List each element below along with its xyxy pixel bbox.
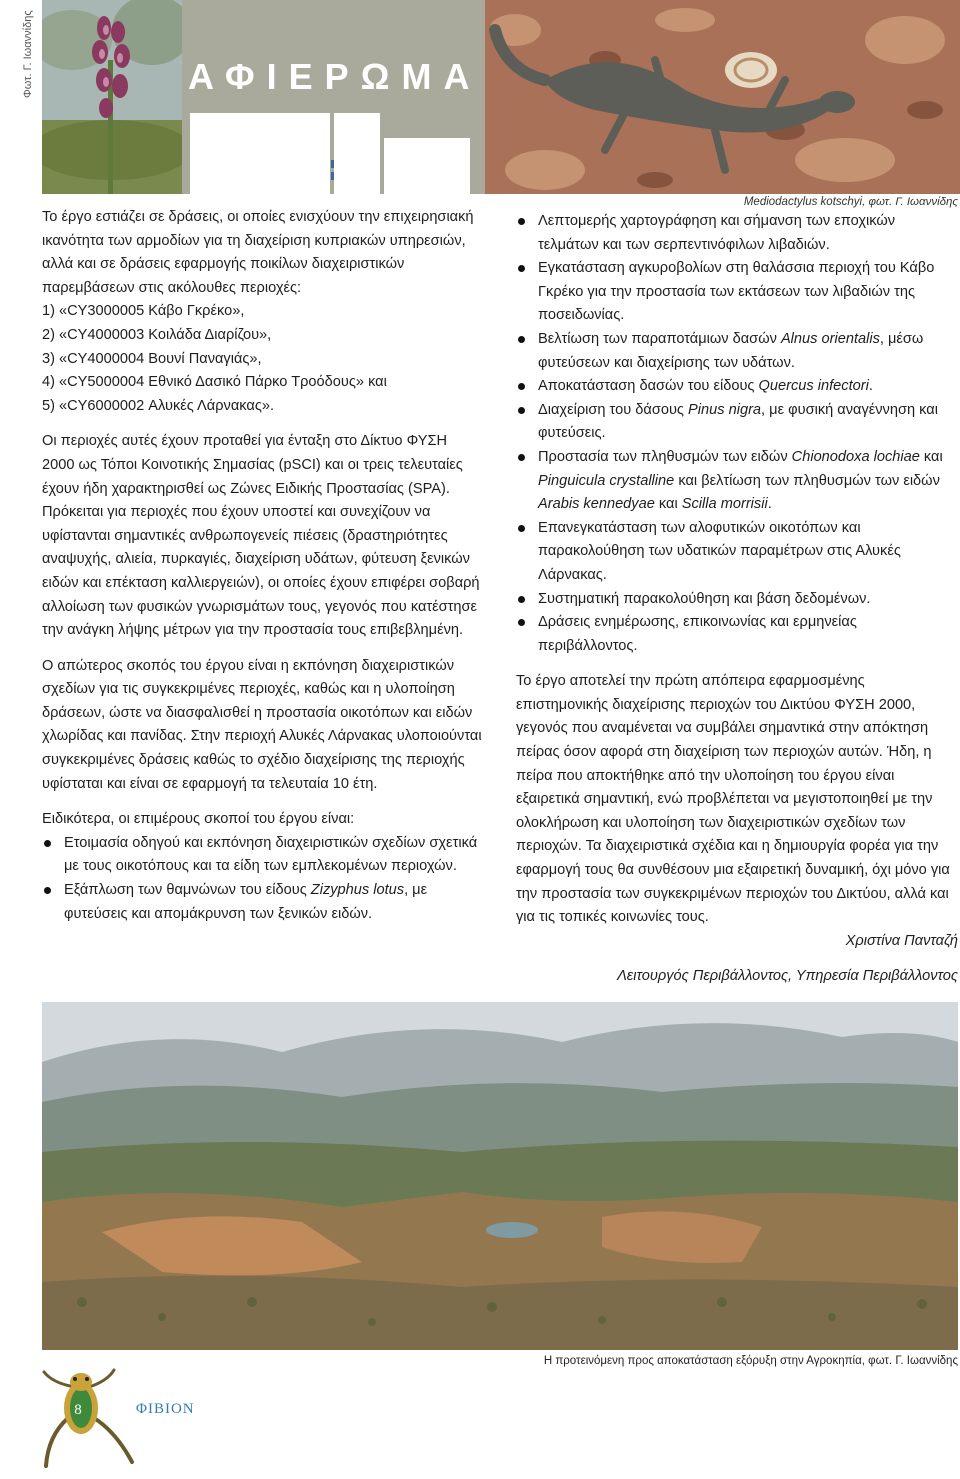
species-name: Chionodoxa lochiae (791, 448, 920, 465)
bullet-text: Βελτίωση των παραποτάμιων δασών (538, 330, 781, 347)
goal-bullet: Συστηματική παρακολούθηση και βάση δεδομένων. (516, 588, 958, 612)
conclusion-paragraph: Το έργο αποτελεί την πρώτη απόπειρα εφαρμοσμένης επιστημονικής διαχείρισης περιοχών του Δικτύου ΦΥΣΗ 2000, γεγονός που αναμένεται να συμβάλει σημαντικά στην απόκτηση πείρας όσον αφορά στη διαχείριση των περιοχών αυτών. Ήδη, η πείρα που αποκτήθηκε από την υλοποίηση του έργου είναι εξαιρετικά σημαντική, ενώ προβλέπεται να μεγιστοποιηθεί με την ολοκλήρωση και υλοποίηση των διαχειριστικών σχεδίων των περιοχών. Τα διαχειριστικά σχέδια και η δημιουργία φορέα για την εφαρμογή τους θα συνθέσουν μια εξαιρετική δυναμική, όχι μόνο για την προστασία των συγκεκριμένων περιοχών του Δικτύου, αλλά και για τις τοπικές κοινωνίες τους. (516, 673, 950, 926)
header-decor-box (384, 138, 470, 194)
bullet-text: Αποκατάσταση δασών του είδους (538, 378, 759, 395)
bullet-text: και (654, 496, 682, 513)
area-item: 2) «CY4000003 Κοιλάδα Διαρίζου», (42, 326, 272, 343)
species-name: Scilla morrisii (681, 496, 768, 513)
goal-bullet: Λεπτομερής χαρτογράφηση και σήμανση των εποχικών τελμάτων και των σερπεντινόφιλων λιβαδιών. (516, 210, 958, 257)
page-number: 8 (74, 1402, 82, 1418)
intro-paragraph: Το έργο εστιάζει σε δράσεις, οι οποίες ενισχύουν την επιχειρησιακή ικανότητα των αρμοδίων για τη διαχείριση κυπριακών υπηρεσιών, αλλά και σε δράσεις εφαρμογής ποικίλων διαχειριστικών παρεμβάσεων στις ακόλουθες περιοχές: (42, 209, 474, 296)
orchid-photo (42, 0, 182, 194)
bullet-text: Εξάπλωση των θαμνώνων του είδους (64, 882, 311, 899)
goal-bullet (516, 375, 958, 399)
goals-intro: Ειδικότερα, οι επιμέρους σκοποί του έργου είναι: (42, 811, 355, 828)
frog-logo-icon (38, 1366, 138, 1474)
bullet-text: , με φυσική αναγέννηση και φυτεύσεις. (538, 401, 938, 442)
gecko-photo-caption: Mediodactylus kotschyi, φωτ. Γ. Ιωαννίδης (743, 196, 958, 208)
area-item: 1) «CY3000005 Κάβο Γκρέκο», (42, 303, 245, 320)
quarry-landscape-photo (42, 1002, 958, 1350)
photo-credit-vertical: Φωτ. Γ. Ιωαννίδης (22, 10, 34, 98)
area-item: 5) «CY6000002 Αλυκές Λάρνακας». (42, 397, 275, 414)
species-name: Quercus infectori (758, 378, 869, 395)
header-decor-tick (331, 172, 334, 180)
bullet-text: . (868, 378, 873, 395)
landscape-photo-caption: Η προτεινόμενη προς αποκατάσταση εξόρυξη στην Αγροκηπία, φωτ. Γ. Ιωαννίδης (543, 1355, 958, 1367)
goal-bullet (516, 328, 958, 375)
bullet-text: Προστασία των πληθυσμών των ειδών (538, 448, 792, 465)
frog-icon (38, 1366, 138, 1474)
author-name: Χριστίνα Πανταζή (845, 932, 958, 949)
goal-bullet: Ετοιμασία οδηγού και εκπόνηση διαχειριστικών σχεδίων σχετικά με τους οικοτόπους και τα είδη των εμπλεκομένων περιοχών. (42, 832, 482, 879)
species-name: Zizyphus lotus (310, 882, 405, 899)
orchid-illustration (42, 0, 182, 194)
area-list (42, 300, 482, 418)
area-item: 3) «CY4000004 Βουνί Παναγιάς», (42, 350, 262, 367)
goal-bullet (516, 399, 958, 446)
goal-bullet (516, 446, 958, 517)
right-text-column (516, 210, 958, 1001)
magazine-logo: ΦΙΒΙΟΝ (136, 1401, 195, 1417)
goal-bullet (42, 879, 482, 926)
species-name: Pinus nigra (688, 401, 762, 418)
gecko-photo (485, 0, 960, 194)
landscape-illustration (42, 1002, 958, 1350)
left-text-column (42, 206, 482, 926)
goal-bullet: Εγκατάσταση αγκυροβολίων στη θαλάσσια περιοχή του Κάβο Γκρέκο για την προστασία των εκτάσεων των λιβαδιών της ποσειδωνίας. (516, 257, 958, 328)
natura-paragraph: Οι περιοχές αυτές έχουν προταθεί για ένταξη στο Δίκτυο ΦΥΣΗ 2000 ως Τόποι Κοινοτικής Σημασίας (pSCI) και οι τρεις τελευταίες έχουν ήδη χαρακτηρισθεί ως Ζώνες Ειδικής Προστασίας (SPA). Πρόκειται για περιοχές που έχουν υποστεί και συνεχίζουν να υφίστανται σημαντικές ανθρωπογενείς πιέσεις (δραστηριότητες αναψυχής, αλιεία, πυρκαγιές, διαχείριση υδάτων, φύτευση ξενικών ειδών και επέκταση καλλιεργειών), οι οποίες έχουν επιφέρει σοβαρή αλλοίωση των φυσικών γνωρισμάτων τους, γεγονός που κατέστησε την ανάγκη λήψης μέτρων για την προστασία τους επιβεβλημένη. (42, 433, 480, 639)
species-name: Pinguicula crystalline (538, 472, 675, 489)
bullet-text: και βελτίωση των πληθυσμών των ειδών (674, 472, 940, 489)
header-decor-box (334, 113, 380, 194)
species-name: Alnus orientalis (780, 330, 880, 347)
bullet-text: . (767, 496, 772, 513)
bullet-text: και (919, 448, 943, 465)
species-name: Arabis kennedyae (538, 496, 655, 513)
header-decor-box (190, 113, 330, 194)
bullet-text: , μέσω φυτεύσεων και διαχείρισης των υδάτων. (538, 330, 924, 371)
gecko-illustration (485, 0, 960, 194)
goal-paragraph: Ο απώτερος σκοπός του έργου είναι η εκπόνηση διαχειριστικών σχεδίων για τις συγκεκριμένες περιοχές, καθώς και η υλοποίηση δράσεων, ώστε να διασφαλισθεί η προστασία οικοτόπων και ειδών χλωρίδας και πανίδας. Στην περιοχή Αλυκές Λάρνακας υλοποιούνται συγκεκριμένες δράσεις καθώς το σχέδιο διαχείρισης της περιοχής υφίσταται και είναι σε εφαρμογή τα τελευταία 10 έτη. (42, 657, 482, 792)
goal-bullet: Επανεγκατάσταση των αλοφυτικών οικοτόπων και παρακολούθηση των υδατικών παραμέτρων στις Αλυκές Λάρνακας. (516, 517, 958, 588)
section-title: ΑΦΙΕΡΩΜΑ (188, 56, 482, 97)
author-role: Λειτουργός Περιβάλλοντος, Υπηρεσία Περιβάλλοντος (617, 968, 958, 985)
bullet-text: , με φυτεύσεις και απομάκρυνση των ξενικών ειδών. (64, 882, 428, 922)
goal-bullet: Δράσεις ενημέρωσης, επικοινωνίας και ερμηνείας περιβάλλοντος. (516, 611, 958, 658)
bullet-text: Διαχείριση του δάσους (538, 401, 689, 418)
header-decor-tick (331, 160, 334, 168)
area-item: 4) «CY5000004 Εθνικό Δασικό Πάρκο Τροόδους» και (42, 374, 387, 391)
